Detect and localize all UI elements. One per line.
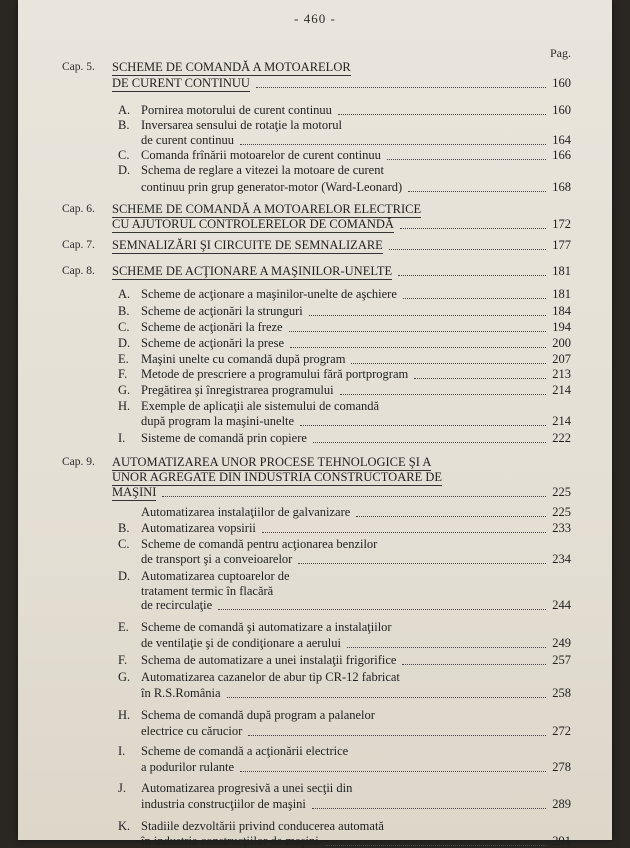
dot-leader [325, 845, 546, 846]
chapter-title-line: MAŞINI [112, 485, 157, 499]
page-reference: 177 [552, 238, 571, 252]
dot-leader [248, 735, 546, 736]
section-title-line: Comanda frînării motoarelor de curent continuu [141, 148, 381, 162]
section-title-line: Maşini unelte cu comandă după program [141, 352, 346, 366]
dot-leader [240, 144, 546, 145]
dot-leader [338, 114, 546, 115]
chapter-title-line: CU AJUTORUL CONTROLERELOR DE COMANDĂ [112, 217, 394, 231]
section-letter: C. [118, 537, 130, 551]
section-title-line: Scheme de acţionări la strunguri [141, 304, 303, 318]
section-title-line: Scheme de comandă pentru acţionarea benzilor [141, 537, 378, 551]
section-letter: C. [118, 148, 130, 162]
chapter-title-line: SCHEME DE COMANDĂ A MOTOARELOR ELECTRICE [112, 202, 422, 216]
page-reference: 214 [552, 414, 571, 428]
section-title-line: Schema de comandă după program a palanelor [141, 708, 375, 722]
dot-leader [162, 496, 546, 497]
dot-leader [398, 275, 546, 276]
chapter-title-line: DE CURENT CONTINUU [112, 76, 250, 90]
page-reference: 289 [552, 797, 571, 811]
dot-leader [218, 609, 546, 610]
section-letter: B. [118, 304, 130, 318]
dot-leader [414, 378, 546, 379]
section-title-line: Scheme de acţionări la freze [141, 320, 283, 334]
section-letter: E. [118, 620, 129, 634]
dot-leader [402, 664, 546, 665]
section-title-line: continuu prin grup generator-motor (Ward-Leonard) [141, 180, 403, 194]
page-reference: 225 [552, 505, 571, 519]
section-title-line: Pornirea motorului de curent continuu [141, 103, 332, 117]
chapter-number: Cap. 5. [62, 61, 95, 73]
page-reference: 184 [552, 304, 571, 318]
dot-leader [312, 808, 546, 809]
section-title-line: de transport şi a conveioarelor [141, 552, 293, 566]
section-letter: D. [118, 569, 131, 583]
dot-leader [403, 298, 546, 299]
dot-leader [240, 771, 546, 772]
dot-leader [408, 191, 546, 192]
page-reference: 160 [552, 103, 571, 117]
section-title-line: Scheme de acţionare a maşinilor-unelte de aşchiere [141, 287, 397, 301]
section-title-line: Schema de automatizare a unei instalaţii frigorifice [141, 653, 397, 667]
section-title-line: tratament termic în flacără [141, 584, 274, 598]
section-title-line: Automatizarea cazanelor de abur tip CR-12 fabricat [141, 670, 400, 684]
section-title-line: Automatizarea progresivă a unei secţii din [141, 781, 353, 795]
section-letter: C. [118, 320, 130, 334]
section-letter: K. [118, 819, 131, 833]
page-number: - 460 - [294, 11, 336, 26]
section-letter: F. [118, 367, 128, 381]
dot-leader [356, 516, 546, 517]
dot-leader [347, 647, 546, 648]
section-title-line: de recirculaţie [141, 598, 213, 612]
dot-leader [400, 228, 546, 229]
section-letter: F. [118, 653, 128, 667]
section-letter: G. [118, 670, 131, 684]
section-title-line: Automatizarea cuptoarelor de [141, 569, 290, 583]
section-title-line: Stadiile dezvoltării privind conducerea automată [141, 819, 384, 833]
dot-leader [389, 249, 546, 250]
page-reference: 272 [552, 724, 571, 738]
page-reference: 278 [552, 760, 571, 774]
chapter-number: Cap. 9. [62, 456, 95, 468]
page-reference: 181 [552, 264, 571, 278]
page-reference: 234 [552, 552, 571, 566]
dot-leader [290, 347, 546, 348]
page-reference: 249 [552, 636, 571, 650]
section-title-line: în industria construcţiilor de maşini [141, 834, 319, 848]
section-letter: I. [118, 431, 126, 445]
page-reference: 207 [552, 352, 571, 366]
section-title-line: Schema de reglare a vitezei la motoare de curent [141, 163, 384, 177]
page-reference: 200 [552, 336, 571, 350]
chapter-title-line: SEMNALIZĂRI ŞI CIRCUITE DE SEMNALIZARE [112, 238, 383, 252]
section-title-line: de ventilaţie şi de condiţionare a aerului [141, 636, 341, 650]
dot-leader [313, 442, 546, 443]
chapter-title-line: SCHEME DE COMANDĂ A MOTOARELOR [112, 60, 351, 74]
chapter-title-line: UNOR AGREGATE DIN INDUSTRIA CONSTRUCTOARE DE [112, 470, 442, 484]
page-reference: 194 [552, 320, 571, 334]
section-title-line: Scheme de acţionări la prese [141, 336, 284, 350]
section-letter: G. [118, 383, 131, 397]
page-reference: 213 [552, 367, 571, 381]
section-title-line: Metode de prescriere a programului fără portprogram [141, 367, 409, 381]
section-title-line: Pregătirea şi înregistrarea programului [141, 383, 334, 397]
table-of-contents [18, 0, 612, 848]
section-title-line: după program la maşini-unelte [141, 414, 295, 428]
section-letter: A. [118, 103, 131, 117]
pag-column-header: Pag. [550, 46, 571, 60]
section-title-line: în R.S.România [141, 686, 221, 700]
chapter-number: Cap. 7. [62, 239, 95, 251]
dot-leader [340, 394, 546, 395]
page-reference: 257 [552, 653, 571, 667]
chapter-number: Cap. 8. [62, 265, 95, 277]
page-reference: 222 [552, 431, 571, 445]
page-reference: 160 [552, 76, 571, 90]
section-letter: D. [118, 336, 131, 350]
section-letter: I. [118, 744, 126, 758]
section-letter: H. [118, 708, 131, 722]
page-reference: 172 [552, 217, 571, 231]
dot-leader [262, 532, 546, 533]
section-letter: H. [118, 399, 131, 413]
dot-leader [351, 363, 546, 364]
section-title-line: Automatizarea vopsirii [141, 521, 256, 535]
dot-leader [289, 331, 546, 332]
section-title-line: industria construcţiilor de maşini [141, 797, 306, 811]
book-page [18, 0, 612, 848]
chapter-title-line: AUTOMATIZAREA UNOR PROCESE TEHNOLOGICE ŞI A [112, 455, 432, 469]
page-reference: 225 [552, 485, 571, 499]
section-title-line: electrice cu cărucior [141, 724, 243, 738]
section-title-line: Automatizarea instalaţiilor de galvanizare [141, 505, 351, 519]
section-title-line: Inversarea sensului de rotaţie la motorul [141, 118, 342, 132]
page-reference: 244 [552, 598, 571, 612]
dot-leader [298, 563, 546, 564]
page-reference: 291 [552, 834, 571, 848]
page-reference: 214 [552, 383, 571, 397]
page-reference: 181 [552, 287, 571, 301]
dot-leader [387, 159, 546, 160]
dot-leader [227, 697, 546, 698]
chapter-title-line: SCHEME DE ACŢIONARE A MAŞINILOR-UNELTE [112, 264, 393, 278]
page-reference: 233 [552, 521, 571, 535]
section-letter: E. [118, 352, 129, 366]
section-title-line: Sisteme de comandă prin copiere [141, 431, 307, 445]
section-letter: B. [118, 521, 130, 535]
page-reference: 168 [552, 180, 571, 194]
section-title-line: de curent continuu [141, 133, 235, 147]
dot-leader [256, 87, 546, 88]
section-title-line: Exemple de aplicaţii ale sistemului de comandă [141, 399, 380, 413]
page-reference: 164 [552, 133, 571, 147]
dot-leader [300, 425, 546, 426]
section-letter: B. [118, 118, 130, 132]
section-letter: J. [118, 781, 126, 795]
dot-leader [309, 315, 546, 316]
section-title-line: a podurilor rulante [141, 760, 235, 774]
section-letter: A. [118, 287, 131, 301]
chapter-number: Cap. 6. [62, 203, 95, 215]
page-reference: 166 [552, 148, 571, 162]
section-title-line: Scheme de comandă a acţionării electrice [141, 744, 349, 758]
section-title-line: Scheme de comandă şi automatizare a instalaţiilor [141, 620, 392, 634]
page-reference: 258 [552, 686, 571, 700]
section-letter: D. [118, 163, 131, 177]
